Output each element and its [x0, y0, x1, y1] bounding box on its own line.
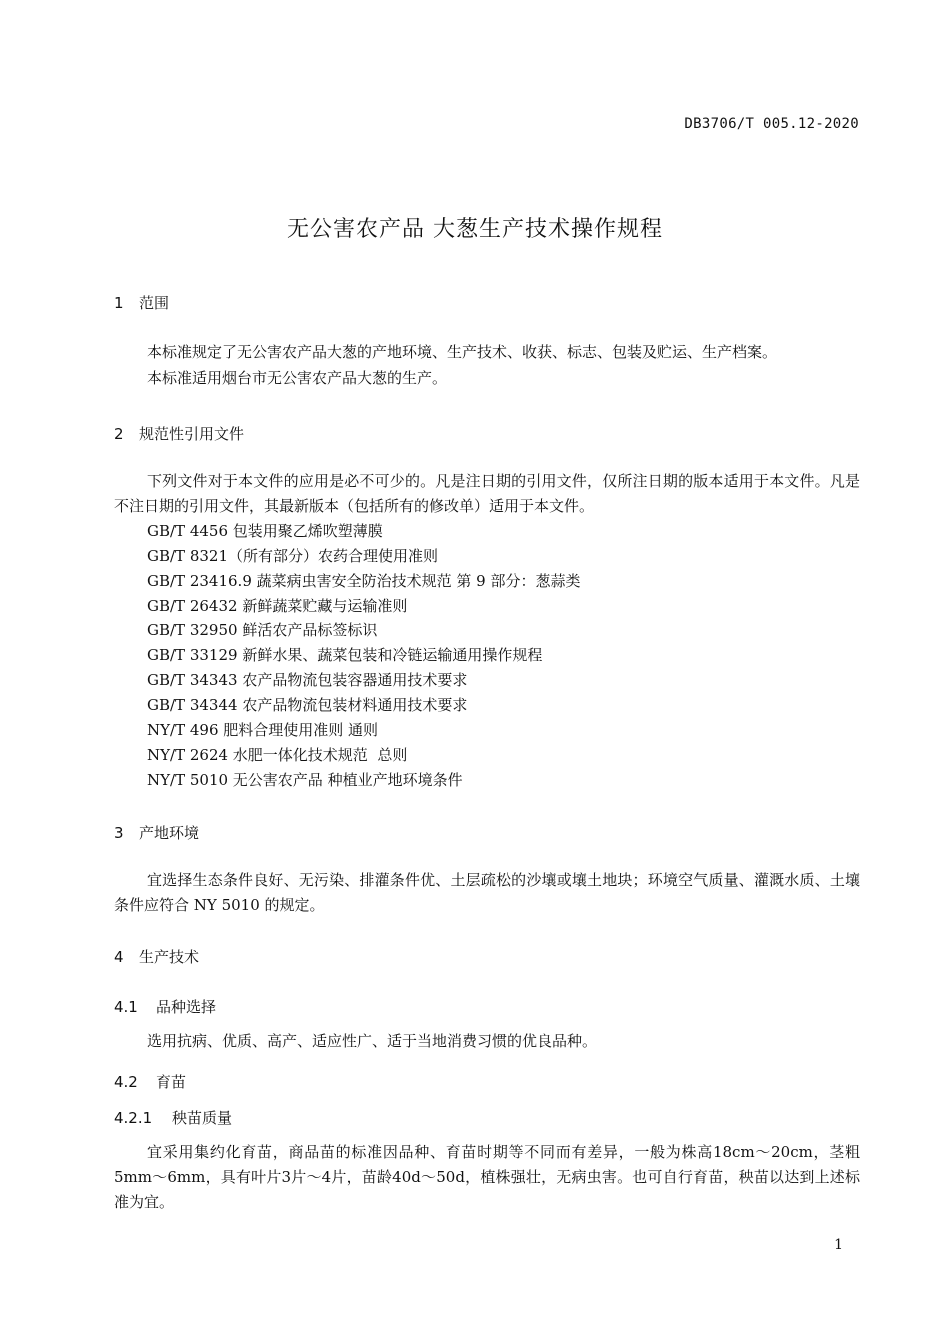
paragraph: 本标准适用烟台市无公害农产品大葱的生产。: [147, 369, 448, 387]
reference-item: GB/T 32950 鲜活农产品标签标识: [147, 621, 378, 639]
section-title: 秧苗质量: [172, 1109, 233, 1127]
reference-item: GB/T 34344 农产品物流包装材料通用技术要求: [147, 696, 468, 714]
reference-item: NY/T 496 肥料合理使用准则 通则: [147, 721, 379, 739]
document-code: DB3706/T 005.12-2020: [684, 116, 859, 132]
paragraph: 下列文件对于本文件的应用是必不可少的。凡是注日期的引用文件，仅所注日期的版本适用于本文件。凡是不注日期的引用文件，其最新版本（包括所有的修改单）适用于本文件。: [114, 472, 860, 515]
section-number: 1: [114, 294, 124, 312]
reference-item: NY/T 2624 水肥一体化技术规范 总则: [147, 746, 408, 764]
section-title: 品种选择: [156, 998, 217, 1016]
section-number: 2: [114, 425, 124, 443]
section-number: 4: [114, 948, 124, 966]
section-1-heading: [114, 292, 169, 313]
section-title: 生产技术: [139, 948, 200, 966]
page-number: 1: [834, 1237, 843, 1253]
section-number: 4.2.1: [114, 1109, 153, 1127]
section-title: 育苗: [156, 1073, 187, 1091]
reference-item: GB/T 4456 包装用聚乙烯吹塑薄膜: [147, 522, 383, 540]
reference-item: NY/T 5010 无公害农产品 种植业产地环境条件: [147, 771, 463, 789]
section-title: 规范性引用文件: [139, 425, 245, 443]
section-4-2-1-heading: [114, 1107, 232, 1128]
section-number: 4.1: [114, 998, 138, 1016]
paragraph: 宜采用集约化育苗，商品苗的标准因品种、育苗时期等不同而有差异，一般为株高18cm～20cm，茎粗5mm～6mm，具有叶片3片～4片，苗龄40d～50d，植株强壮，无病虫害。也可自行育苗，秧苗以达到上述标准为宜。: [114, 1143, 860, 1211]
paragraph: 宜选择生态条件良好、无污染、排灌条件优、土层疏松的沙壤或壤土地块；环境空气质量、灌溉水质、土壤条件应符合 NY 5010 的规定。: [114, 871, 860, 914]
section-number: 3: [114, 824, 124, 842]
section-4-1-heading: [114, 996, 216, 1017]
section-title: 产地环境: [139, 824, 200, 842]
reference-item: GB/T 8321（所有部分）农药合理使用准则: [147, 547, 439, 565]
section-number: 4.2: [114, 1073, 138, 1091]
reference-item: GB/T 26432 新鲜蔬菜贮藏与运输准则: [147, 597, 408, 615]
reference-item: GB/T 34343 农产品物流包装容器通用技术要求: [147, 671, 468, 689]
reference-item: GB/T 33129 新鲜水果、蔬菜包装和冷链运输通用操作规程: [147, 646, 543, 664]
section-4-heading: [114, 946, 199, 967]
paragraph: 选用抗病、优质、高产、适应性广、适于当地消费习惯的优良品种。: [147, 1032, 598, 1050]
section-title: 范围: [139, 294, 170, 312]
section-3-heading: [114, 822, 199, 843]
reference-item: GB/T 23416.9 蔬菜病虫害安全防治技术规范 第 9 部分：葱蒜类: [147, 572, 581, 590]
section-2-heading: [114, 423, 244, 444]
section-4-2-heading: [114, 1071, 186, 1092]
paragraph: 本标准规定了无公害农产品大葱的产地环境、生产技术、收获、标志、包装及贮运、生产档案。: [147, 343, 778, 361]
document-title: 无公害农产品 大葱生产技术操作规程: [287, 217, 663, 242]
